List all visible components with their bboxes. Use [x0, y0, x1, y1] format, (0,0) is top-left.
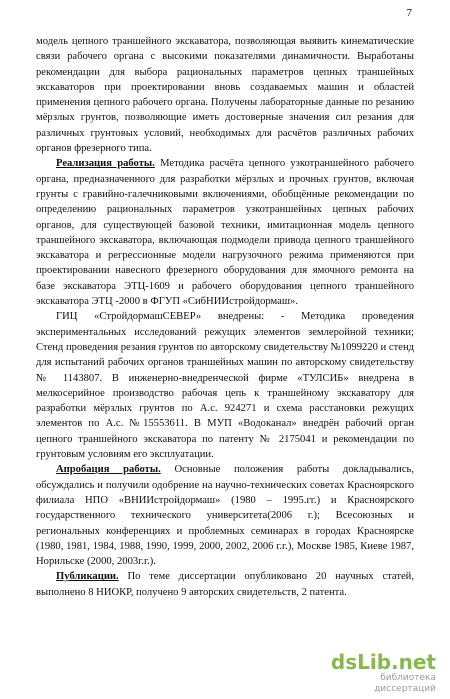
paragraph-gic-implementation	[36, 309, 414, 462]
page-number: 7	[406, 7, 412, 19]
paragraph-model-description	[36, 34, 414, 156]
section-heading-implementation: Реализация работы.	[56, 158, 155, 170]
watermark-logo	[326, 650, 436, 694]
body-text	[36, 34, 414, 600]
paragraph-text: модель цепного траншейного экскаватора, позволяющая выявить кинематические связи рабочего органа с высокими показателями динамичности. Выработаны рекомендации для выбора рациональных параметров цепных траншейных экскаваторов при проектировании вновь создаваемых машин и областей применения цепного рабочего органа. Получены лабораторные данные по резанию мёрзлых грунтов, позволяющие иметь достоверные значения сил резания для различных грунтовых условий, необходимых для расчётов различных рабочих органов фрезерного типа.	[36, 36, 414, 155]
paragraph-text: По теме диссертации опубликовано 20 научных статей, выполнено 8 НИОКР, получено 9 авторских свидетельств, 2 патента.	[36, 571, 414, 598]
section-heading-publications: Публикации.	[56, 571, 119, 583]
paragraph-implementation	[36, 156, 414, 309]
watermark-logo-text: dsLib.net	[330, 650, 436, 674]
paragraph-text: ГИЦ «СтройдормашСЕВЕР» внедрены: - Методика проведения экспериментальных исследований режущих элементов землеройной техники; Стенд проведения резания грунтов по авторскому свидетельству №1099220 и стенд для испытаний рабочих органов траншейных машин по авторскому свидетельству № 1143807. В инженерно-внедренческой фирме «ТУЛСИБ» внедрена в мелкосерийное производство рабочая цепь к траншейному экскаватору для разработки мёрзлых грунтов по А.с. 924271 и схема расстановки режущих элементов по А.с. №15553611. В МУП «Водоканал» внедрён рабочий орган цепного траншейного экскаватора по патенту № 2175041 и рекомендации по грунтовым условиям его эксплуатации.	[36, 311, 414, 461]
paragraph-publications	[36, 569, 414, 600]
section-heading-approbation: Апробация работы.	[56, 464, 161, 476]
paragraph-text: Методика расчёта цепного узкотраншейного рабочего органа, предназначенного для разработки мёрзлых и прочных грунтов, включая грунты с гравийно-галечниковыми включениями, обобщённые рекомендации по определению рациональных параметров узкотраншейных цепных рабочих органов, для существующей базовой техники, имитационная модель цепного траншейного экскаватора, включающая подмодели привода цепного траншейного экскаватора и регрессионные модели нагрузочного режима применяются при проектировании навесного фрезерного оборудования для ямочного ремонта на базе экскаватора ЭТЦ-1609 и рабочего оборудования цепного траншейного экскаватора ЭТЦ -2000 в ФГУП «СибНИИстройдормаш».	[36, 158, 414, 308]
paragraph-approbation	[36, 462, 414, 569]
paragraph-text: Основные положения работы докладывались, обсуждались и получили одобрение на научно-технических советах Красноярского филиала НПО «ВНИИстройдормаш» (1980 – 1995.гг.) и Красноярского государственного технического университета(2006 г.); Всесоюзных и региональных конференциях и проблемных семинарах в городах Красноярске (1980, 1981, 1984, 1988, 1990, 1999, 2000, 2002, 2006 г.г.), Москве 1985, Киеве 1987, Норильске (2000, 2003г.г.).	[36, 464, 414, 568]
watermark-caption: библиотека диссертаций	[374, 673, 436, 694]
